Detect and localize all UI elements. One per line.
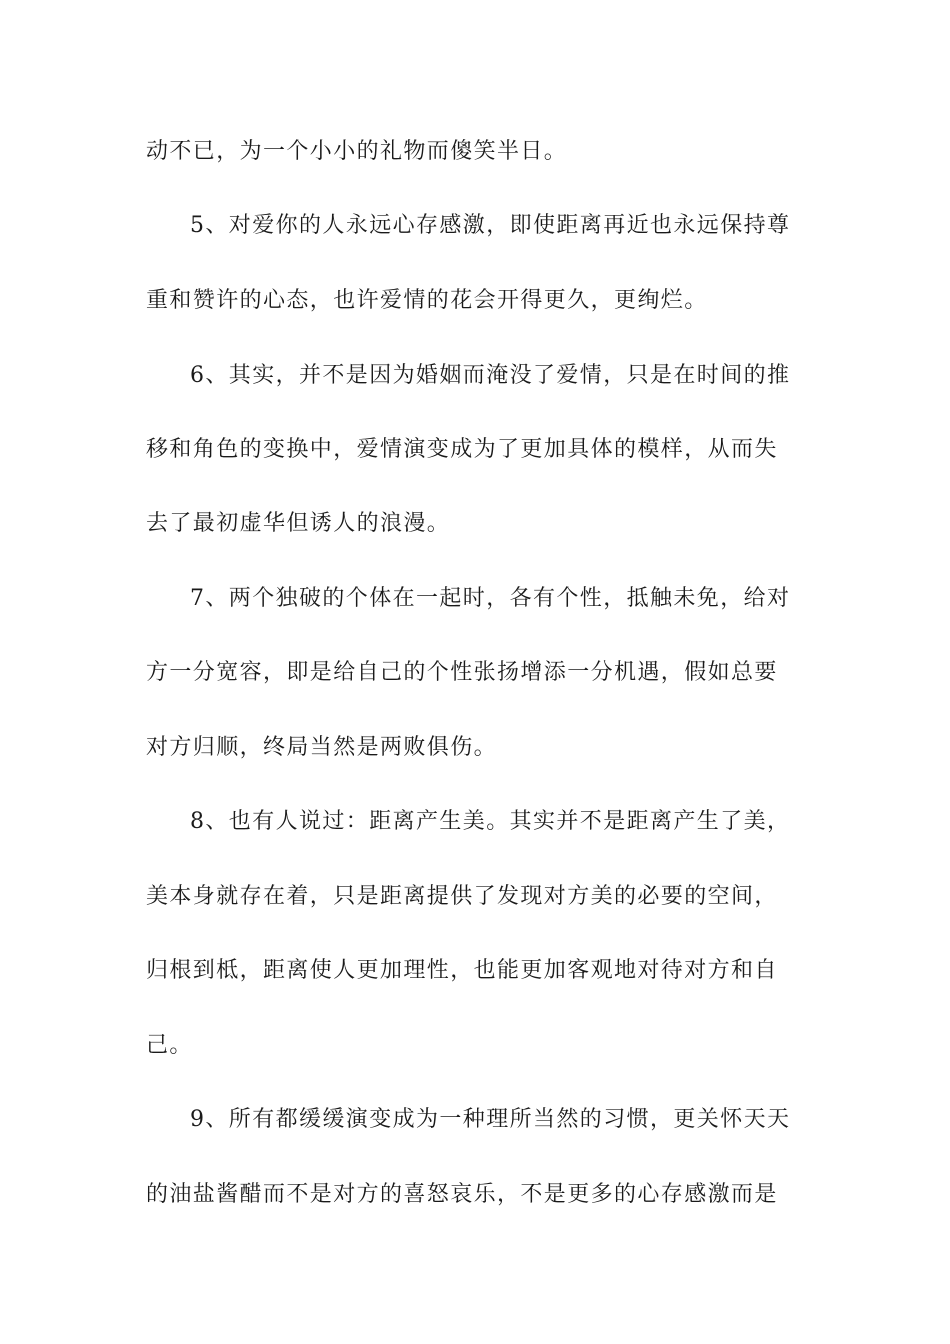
text-line: 去了最初虚华但诱人的浪漫。 — [146, 511, 451, 536]
paragraph-9-line: 9、所有都缓缓演变成为一种理所当然的习惯，更关怀天天 — [190, 1107, 791, 1132]
paragraph-6-line: 6、其实，并不是因为婚姻而淹没了爱情，只是在时间的推 — [190, 363, 791, 388]
text-line: 的油盐酱醋而不是对方的喜怒哀乐，不是更多的心存感激而是 — [146, 1182, 778, 1207]
text-line: 重和赞许的心态，也许爱情的花会开得更久，更绚烂。 — [146, 288, 708, 313]
text-line: 归根到柢，距离使人更加理性，也能更加客观地对待对方和自 — [146, 958, 778, 983]
paragraph-7-line: 7、两个独破的个体在一起时，各有个性，抵触未免，给对 — [190, 586, 791, 611]
paragraph-5-line: 5、对爱你的人永远心存感激，即使距离再近也永远保持尊 — [190, 213, 791, 238]
text-line: 移和角色的变换中，爱情演变成为了更加具体的模样，从而失 — [146, 437, 778, 462]
text-line: 对方归顺，终局当然是两败俱伤。 — [146, 735, 498, 760]
text-line: 方一分宽容，即是给自己的个性张扬增添一分机遇，假如总要 — [146, 660, 778, 685]
text-line: 己。 — [146, 1033, 193, 1058]
text-line: 美本身就存在着，只是距离提供了发现对方美的必要的空间， — [146, 884, 778, 909]
text-line: 动不已，为一个小小的礼物而傻笑半日。 — [146, 139, 568, 164]
paragraph-8-line: 8、也有人说过：距离产生美。其实并不是距离产生了美， — [190, 809, 791, 834]
